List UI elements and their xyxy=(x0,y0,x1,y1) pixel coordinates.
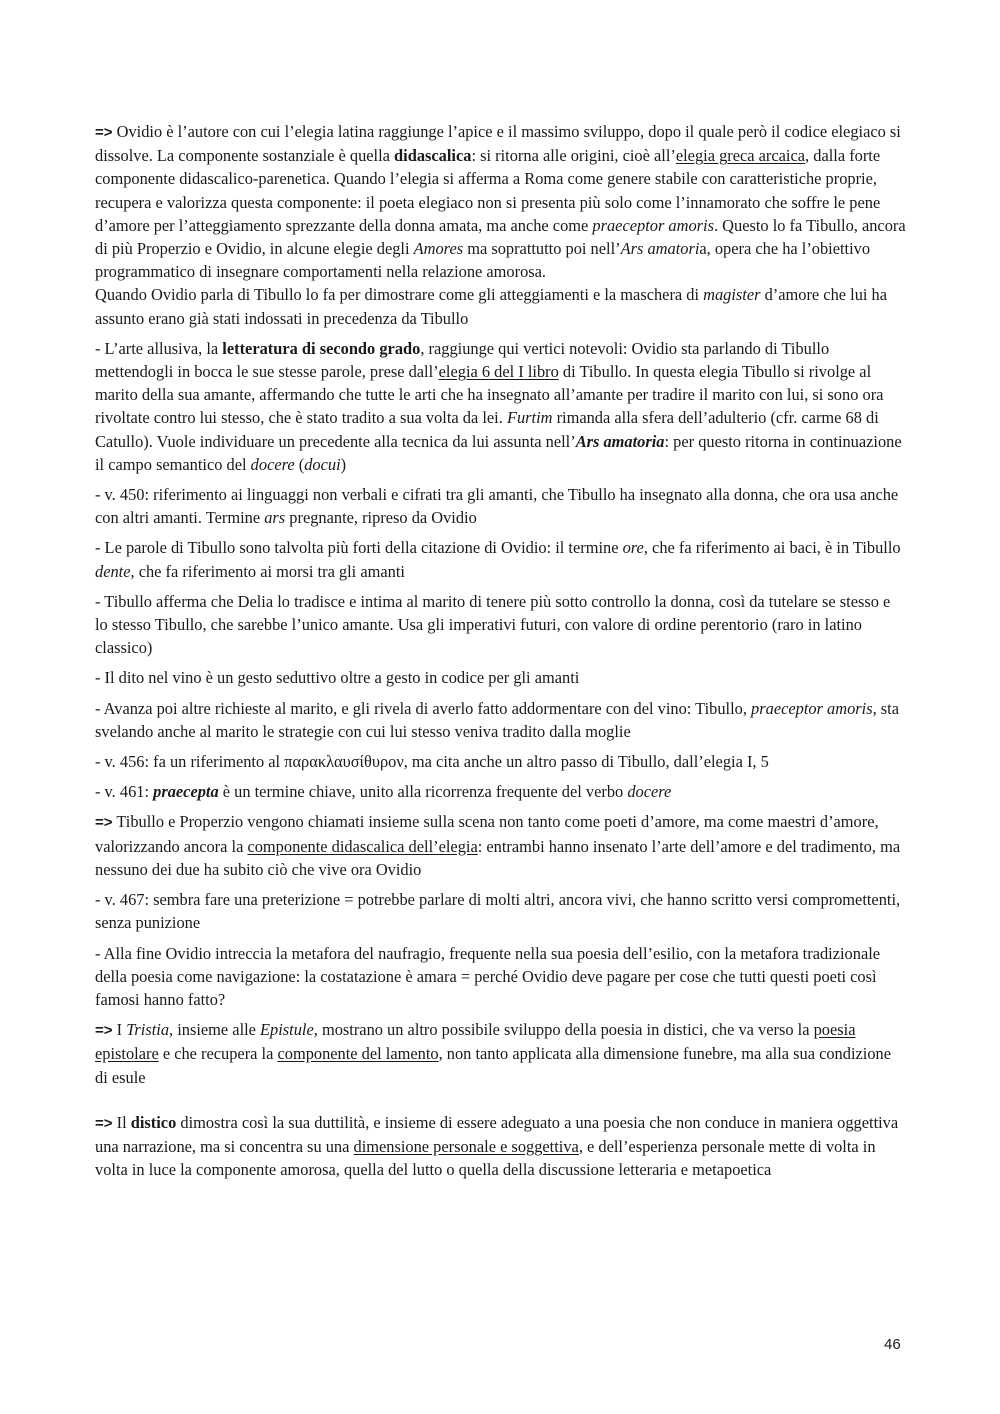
paragraph xyxy=(95,888,907,934)
text-run: , mostrano un altro possibile sviluppo della poesia in distici, che va verso la xyxy=(313,1020,814,1040)
text-run: - v. 467: sembra fare una preterizione = potrebbe parlare di molti altri, ancora vivi, che hanno scritto versi compromettenti, senza punizione xyxy=(95,890,901,933)
text-run: pregnante, ripreso da Ovidio xyxy=(285,508,477,528)
arrow-marker: => xyxy=(95,814,113,832)
italic-text: docere xyxy=(627,782,672,802)
paragraph xyxy=(95,750,907,773)
italic-text: docui xyxy=(304,454,341,474)
italic-text: dente xyxy=(95,561,131,581)
arrow-marker: => xyxy=(95,1114,113,1132)
paragraph xyxy=(95,1111,907,1182)
paragraph xyxy=(95,697,907,743)
text-run: d’amore che lui ha assunto erano già stati indossati in precedenza da Tibullo xyxy=(95,285,888,328)
bold-italic-text: praecepta xyxy=(153,782,219,802)
text-run: , raggiunge qui vertici notevoli: Ovidio sta parlando di Tibullo mettendogli in bocca le sue stesse parole, prese dall’ xyxy=(95,338,830,382)
paragraph xyxy=(95,1018,907,1089)
text-run: , dalla forte componente didascalico-parenetica. Quando l’elegia si afferma a Roma come genere stabile con caratteristiche proprie, recupera e valorizza questa componente: il poeta elegiaco non si presenta più solo come l’innamorato che soffre le pene d’amore per l’atteggiamento sprezzante della donna amata, ma anche come xyxy=(95,146,881,235)
text-run: a, opera che ha l’obiettivo programmatico di insegnare comportamenti nella relazione amorosa. xyxy=(95,239,871,282)
italic-text: docere xyxy=(250,454,295,474)
paragraph xyxy=(95,780,907,803)
arrow-marker: => xyxy=(95,124,113,141)
underlined-text: componente del lamento xyxy=(277,1044,439,1064)
paragraph xyxy=(95,590,907,660)
italic-text: Furtim xyxy=(506,408,553,428)
italic-text: Amores xyxy=(413,239,464,259)
text-run: - v. 461: xyxy=(95,782,154,802)
italic-text: ars xyxy=(264,508,286,528)
text-run: è un termine chiave, unito alla ricorrenza frequente del verbo xyxy=(218,782,628,802)
italic-text: magister xyxy=(703,285,761,305)
text-run: - Tibullo afferma che Delia lo tradisce e intima al marito di tenere più sotto controllo la donna, così da tutelare se stesso e lo stesso Tibullo, che sarebbe l’unico amante. Usa gli imperativi futuri, con valore di ordine perentorio (raro in latino classico) xyxy=(95,591,891,658)
text-run: - v. 450: riferimento ai linguaggi non verbali e cifrati tra gli amanti, che Tibullo ha insegnato alla donna, che ora usa anche con altri amanti. Termine xyxy=(95,485,899,528)
page-number: 46 xyxy=(884,1336,901,1353)
text-run: , che fa riferimento ai morsi tra gli amanti xyxy=(130,561,405,581)
italic-text: Ars amatori xyxy=(620,239,700,259)
bold-text: didascalica xyxy=(394,146,472,166)
text-run: ma soprattutto poi nell’ xyxy=(463,239,621,259)
underlined-text: elegia greca arcaica xyxy=(675,146,806,166)
text-run: , non tanto applicata alla dimensione funebre, ma alla sua condizione di esule xyxy=(95,1044,891,1087)
text-run: , insieme alle xyxy=(169,1020,261,1040)
text-run: - v. 456: fa un riferimento al παρακλαυσίθυρον, ma cita anche un altro passo di Tibullo, dall’elegia I, 5 xyxy=(95,752,769,772)
italic-text: praeceptor amoris xyxy=(592,215,714,235)
text-run: . Questo lo fa Tibullo, ancora di più Properzio e Ovidio, in alcune elegie degli xyxy=(95,215,906,259)
text-run: - Avanza poi altre richieste al marito, e gli rivela di averlo fatto addormentare con del vino: Tibullo, xyxy=(95,698,752,718)
paragraph xyxy=(95,337,907,476)
text-run: - Alla fine Ovidio intreccia la metafora del naufragio, frequente nella sua poesia dell’esilio, con la metafora tradizionale della poesia come navigazione: la costatazione è amara = perché Ovidio deve pagare per cose che tutti questi poeti così famosi hanno fatto? xyxy=(95,943,881,1009)
italic-text: ore xyxy=(622,538,644,558)
text-run: e che recupera la xyxy=(158,1044,278,1064)
document-body xyxy=(95,120,907,1188)
bold-italic-text: Ars amatoria xyxy=(575,431,665,451)
text-run: : si ritorna alle origini, cioè all’ xyxy=(471,146,676,166)
paragraph xyxy=(95,283,907,329)
underlined-text: elegia 6 del I libro xyxy=(438,362,559,382)
text-run: I xyxy=(112,1020,127,1040)
paragraph xyxy=(95,666,907,689)
paragraph xyxy=(95,810,907,881)
text-run: : entrambi hanno insenato l’arte dell’amore e del tradimento, ma nessuno dei due ha subito ciò che vive ora Ovidio xyxy=(95,836,901,879)
text-run: : per questo ritorna in continuazione il campo semantico del xyxy=(95,431,902,474)
text-run: rimanda alla sfera dell’adulterio (cfr. carme 68 di Catullo). Vuole individuare un precedente alla tecnica da lui assunta nell’ xyxy=(95,408,879,451)
paragraph xyxy=(95,120,907,283)
text-run: , che fa riferimento ai baci, è in Tibullo xyxy=(643,538,901,558)
text-run: Ovidio è l’autore con cui l’elegia latina raggiunge l’apice e il massimo sviluppo, dopo il quale però il codice elegiaco si dissolve. La componente sostanziale è quella xyxy=(95,122,901,166)
paragraph xyxy=(95,483,907,529)
arrow-marker: => xyxy=(95,1022,113,1040)
text-run: di Tibullo. In questa elegia Tibullo si rivolge al marito della sua amante, affermando che tutte le arti che ha insegnato all’amante per tradire il marito con lui, si sono ora rivoltate contro lui stesso, che è stato tradito a sua volta da lei. xyxy=(95,362,884,428)
paragraph xyxy=(95,942,907,1012)
italic-text: praeceptor amoris xyxy=(751,698,873,718)
underlined-text: componente didascalica dell’elegia xyxy=(247,836,478,856)
text-run: dimostra così la sua duttilità, e insieme di essere adeguato a una poesia che non conduce in maniera oggettiva una narrazione, ma si concentra su una xyxy=(95,1112,899,1156)
underlined-text: poesia epistolare xyxy=(95,1020,856,1064)
text-run: ) xyxy=(340,454,347,474)
text-run: - L’arte allusiva, la xyxy=(95,338,223,358)
bold-text: distico xyxy=(130,1112,177,1132)
underlined-text: dimensione personale e soggettiva xyxy=(353,1136,579,1156)
text-run: ( xyxy=(294,454,305,474)
text-run: , e dell’esperienza personale mette di volta in volta in luce la componente amorosa, quella del lutto o quella della discussione letteraria e metapoetica xyxy=(95,1136,876,1180)
bold-text: letteratura di secondo grado xyxy=(222,338,421,358)
text-run: - Le parole di Tibullo sono talvolta più forti della citazione di Ovidio: il termine xyxy=(95,538,623,558)
text-run: Tibullo e Properzio vengono chiamati insieme sulla scena non tanto come poeti d’amore, ma come maestri d’amore, valorizzando ancora la xyxy=(95,812,879,856)
text-run: , sta svelando anche al marito le strategie con cui lui stesso veniva tradito dalla moglie xyxy=(95,698,900,741)
italic-text: Tristia xyxy=(126,1020,170,1040)
text-run: Il xyxy=(112,1112,131,1132)
text-run: Quando Ovidio parla di Tibullo lo fa per dimostrare come gli atteggiamenti e la maschera di xyxy=(95,285,704,305)
italic-text: Epistule xyxy=(260,1020,314,1040)
text-run: - Il dito nel vino è un gesto seduttivo oltre a gesto in codice per gli amanti xyxy=(95,668,580,688)
paragraph xyxy=(95,536,907,582)
